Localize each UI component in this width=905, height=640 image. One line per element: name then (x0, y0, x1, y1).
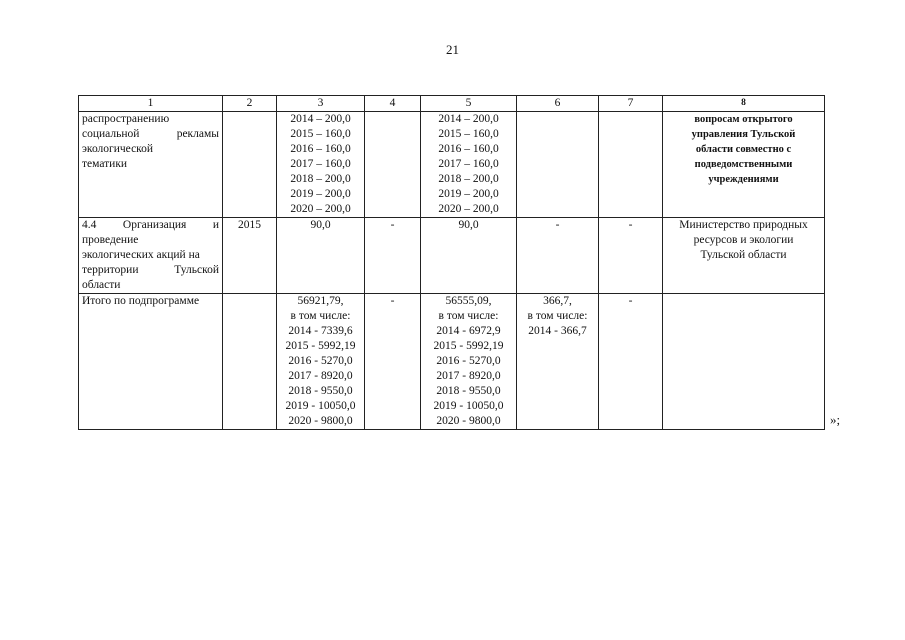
activity-text: экологических акций на (82, 249, 200, 261)
activity-text: территории Тульской (82, 264, 219, 276)
funding-line: 2020 – 200,0 (438, 203, 499, 215)
activity-text: тематики (82, 158, 128, 170)
funding-line: 2019 - 10050,0 (285, 400, 356, 412)
responsible-text: Министерство природных (679, 219, 808, 231)
funding-line: 2019 - 10050,0 (433, 400, 504, 412)
funding-line: в том числе: (290, 310, 351, 322)
header-cell: 2 (223, 96, 277, 112)
activity-text: экологической (82, 143, 154, 155)
federal-funding-cell: - (365, 294, 421, 430)
funding-line: 2018 – 200,0 (438, 173, 499, 185)
funding-line: 2016 - 5270,0 (436, 355, 501, 367)
responsible-text: Тульской области (700, 249, 787, 261)
responsible-text: управления Тульской (691, 129, 796, 140)
local-funding-cell (517, 294, 599, 430)
regional-funding-cell (421, 112, 517, 218)
funding-line: в том числе: (438, 310, 499, 322)
funding-line: 2015 – 160,0 (438, 128, 499, 140)
funding-line: 2015 - 5992,19 (285, 340, 356, 352)
activity-text: проведение (82, 234, 139, 246)
header-cell: 7 (599, 96, 663, 112)
activity-text: Итого по подпрограмме (82, 295, 200, 307)
responsible-text: области совместно с (695, 144, 792, 155)
funding-line: 2014 - 7339,6 (288, 325, 353, 337)
activity-cell (79, 218, 223, 294)
federal-funding-cell: - (365, 218, 421, 294)
funding-line: 2017 - 8920,0 (436, 370, 501, 382)
closing-quote-mark: »; (830, 412, 841, 427)
federal-funding-cell (365, 112, 421, 218)
funding-line: 2019 – 200,0 (290, 188, 351, 200)
regional-funding-cell (421, 218, 517, 294)
activity-text: 4.4 Организация и (82, 219, 219, 231)
other-funding-cell: - (599, 218, 663, 294)
year-cell (223, 112, 277, 218)
program-table (78, 95, 825, 430)
local-funding-cell (517, 112, 599, 218)
responsible-text: вопросам открытого (694, 114, 793, 125)
funding-line: 2016 – 160,0 (290, 143, 351, 155)
activity-text: социальной рекламы (82, 128, 219, 140)
responsible-text: учреждениями (708, 174, 779, 185)
responsible-cell (663, 294, 825, 430)
funding-line: 2017 – 160,0 (290, 158, 351, 170)
funding-line: 2020 – 200,0 (290, 203, 351, 215)
funding-line: 2016 - 5270,0 (288, 355, 353, 367)
funding-line: 90,0 (458, 219, 479, 231)
total-funding-cell (277, 218, 365, 294)
page-number: 21 (446, 42, 459, 57)
responsible-text: подведомственными (694, 159, 793, 170)
activity-text: области (82, 279, 121, 291)
responsible-cell (663, 218, 825, 294)
funding-line: 2018 - 9550,0 (288, 385, 353, 397)
responsible-text: ресурсов и экологии (693, 234, 794, 246)
funding-line: 2018 - 9550,0 (436, 385, 501, 397)
year-cell: 2015 (223, 218, 277, 294)
funding-line: 2015 - 5992,19 (433, 340, 504, 352)
funding-line: 2017 – 160,0 (438, 158, 499, 170)
year-cell (223, 294, 277, 430)
header-cell: 1 (79, 96, 223, 112)
funding-line: в том числе: (527, 310, 588, 322)
funding-line: 2019 – 200,0 (438, 188, 499, 200)
funding-line: 56921,79, (297, 295, 344, 307)
other-funding-cell (599, 112, 663, 218)
funding-line: 56555,09, (445, 295, 492, 307)
funding-line: 2018 – 200,0 (290, 173, 351, 185)
header-cell: 3 (277, 96, 365, 112)
activity-cell (79, 294, 223, 430)
header-cell: 6 (517, 96, 599, 112)
activity-text: распространению (82, 113, 170, 125)
funding-line: 2020 - 9800,0 (436, 415, 501, 427)
table-row (79, 112, 825, 218)
funding-line: 2014 - 366,7 (528, 325, 587, 337)
header-cell: 5 (421, 96, 517, 112)
table-row (79, 218, 825, 294)
header-cell: 4 (365, 96, 421, 112)
header-row (79, 96, 825, 112)
funding-line: 2015 – 160,0 (290, 128, 351, 140)
other-funding-cell: - (599, 294, 663, 430)
funding-line: 2017 - 8920,0 (288, 370, 353, 382)
responsible-cell (663, 112, 825, 218)
local-funding-cell: - (517, 218, 599, 294)
header-cell: 8 (663, 96, 825, 112)
total-funding-cell (277, 294, 365, 430)
funding-line: 366,7, (543, 295, 572, 307)
funding-line: 90,0 (310, 219, 331, 231)
total-row (79, 294, 825, 430)
total-funding-cell (277, 112, 365, 218)
funding-line: 2014 – 200,0 (438, 113, 499, 125)
activity-cell (79, 112, 223, 218)
regional-funding-cell (421, 294, 517, 430)
funding-line: 2020 - 9800,0 (288, 415, 353, 427)
funding-line: 2014 - 6972,9 (436, 325, 501, 337)
funding-line: 2014 – 200,0 (290, 113, 351, 125)
funding-line: 2016 – 160,0 (438, 143, 499, 155)
